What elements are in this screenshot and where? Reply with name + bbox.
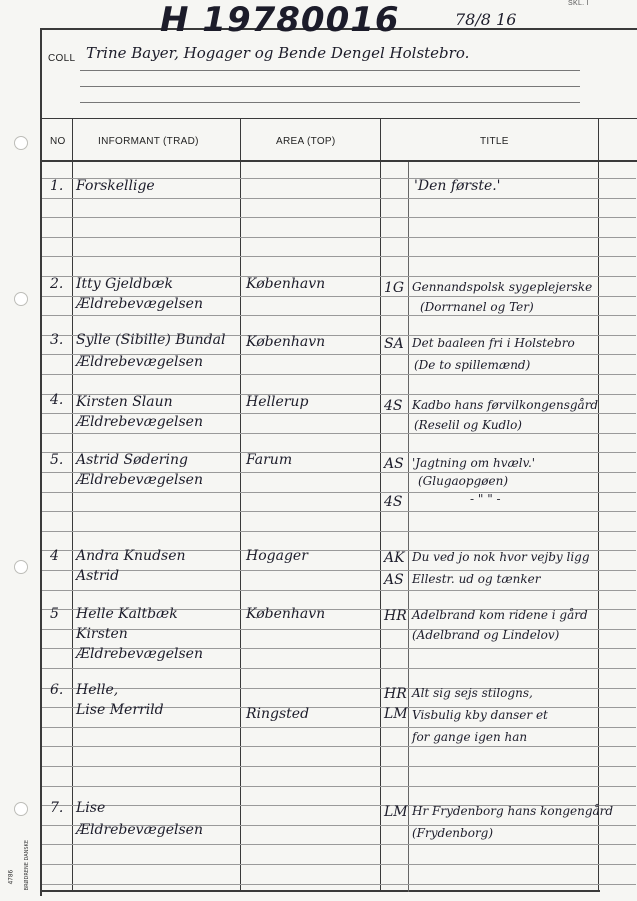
col-line-informant: [240, 119, 241, 892]
entry-title: Kadbo hans førvilkongensgård: [412, 398, 599, 412]
entry-title: Adelbrand kom ridene i gård: [412, 608, 588, 622]
ruled-line: [42, 590, 636, 591]
entry-title: (De to spillemænd): [414, 358, 531, 372]
entry-title: - " " -: [470, 492, 501, 506]
punch-hole: [14, 136, 28, 150]
col-line-right: [598, 119, 599, 892]
coll-rule: [80, 86, 580, 87]
col-line-area: [380, 119, 381, 892]
entry-no: 4.: [50, 392, 64, 408]
coll-value: Trine Bayer, Hogager og Bende Dengel Holstebro.: [86, 44, 470, 62]
entry-area: København: [246, 606, 326, 622]
entry-informant: Ældrebevægelsen: [76, 354, 203, 370]
record-date: 78/8 16: [455, 10, 517, 29]
entry-title: for gange igen han: [412, 730, 528, 744]
entry-title: Hr Frydenborg hans kongengård: [412, 804, 614, 818]
ruled-line: [42, 727, 636, 728]
entry-informant: Astrid: [76, 568, 120, 584]
entry-no: 7.: [50, 800, 64, 816]
punch-hole: [14, 802, 28, 816]
entry-informant: Ældrebevægelsen: [76, 296, 203, 312]
ruled-line: [42, 198, 636, 199]
entry-informant: Ældrebevægelsen: [76, 646, 203, 662]
entry-title: 'Den første.': [414, 178, 501, 194]
ruled-line: [42, 511, 636, 512]
entry-code: AS: [384, 456, 404, 472]
entry-title: Visbulig kby danser et: [412, 708, 548, 722]
entry-informant: Ældrebevægelsen: [76, 822, 203, 838]
ruled-line: [42, 433, 636, 434]
column-header-bottom: [40, 160, 637, 162]
ruled-line: [42, 746, 636, 747]
column-header-area: AREA (TOP): [276, 136, 336, 147]
entry-code: LM: [384, 706, 408, 722]
entry-code: HR: [384, 608, 407, 624]
entry-no: 3.: [50, 332, 64, 348]
entry-informant: Kirsten: [76, 626, 128, 642]
punch-hole: [14, 560, 28, 574]
entry-code: 4S: [384, 398, 403, 414]
ruled-line: [42, 492, 636, 493]
entry-title: 'Jagtning om hvælv.': [412, 456, 536, 470]
header-divider: [40, 118, 637, 119]
col-line-code: [408, 162, 409, 892]
entry-code: 4S: [384, 494, 403, 510]
entry-no: 1.: [50, 178, 64, 194]
publisher-side-mark: BRØDRENE DANSKE: [24, 840, 30, 891]
ruled-line: [42, 374, 636, 375]
ruled-line: [42, 844, 636, 845]
ruled-line: [42, 237, 636, 238]
entry-code: SA: [384, 336, 404, 352]
entry-informant: Ældrebevægelsen: [76, 472, 203, 488]
entry-no: 5.: [50, 452, 64, 468]
entry-title: (Dorrnanel og Ter): [420, 300, 534, 314]
entry-title: (Frydenborg): [412, 826, 494, 840]
entry-no: 6.: [50, 682, 64, 698]
coll-label: COLL: [48, 53, 76, 64]
corner-note: SKL. I: [568, 0, 589, 7]
entry-informant: Sylle (Sibille) Bundal: [76, 332, 226, 348]
column-header-no: NO: [50, 136, 66, 147]
entry-no: 5: [50, 606, 59, 622]
entry-code: LM: [384, 804, 408, 820]
entry-no: 4: [50, 548, 59, 564]
entry-title: Alt sig sejs stilogns,: [412, 686, 533, 700]
ruled-line: [42, 864, 636, 865]
entry-title: Du ved jo nok hvor vejby ligg: [412, 550, 590, 564]
entry-informant: Itty Gjeldbæk: [76, 276, 173, 292]
ruled-line: [42, 668, 636, 669]
entry-no: 2.: [50, 276, 64, 292]
entry-code: 1G: [384, 280, 405, 296]
entry-code: AK: [384, 550, 405, 566]
printer-mark: 4786: [8, 869, 15, 885]
entry-area: Hellerup: [246, 394, 309, 410]
ruled-line: [42, 217, 636, 218]
entry-informant: Helle Kaltbæk: [76, 606, 178, 622]
entry-title: (Glugaopgøen): [418, 474, 508, 488]
entry-informant: Forskellige: [76, 178, 155, 194]
entry-informant: Helle,: [76, 682, 119, 698]
coll-rule: [80, 70, 580, 71]
archive-number: H 19780016: [160, 0, 400, 40]
entry-informant: Lise Merrild: [76, 702, 164, 718]
ruled-line: [42, 766, 636, 767]
entry-code: AS: [384, 572, 404, 588]
ruled-line: [42, 531, 636, 532]
ruled-line: [42, 688, 636, 689]
entry-code: HR: [384, 686, 407, 702]
entry-area: Ringsted: [246, 706, 310, 722]
entry-title: (Adelbrand og Lindelov): [412, 628, 560, 642]
ruled-line: [42, 256, 636, 257]
entry-area: Hogager: [246, 548, 308, 564]
entry-area: København: [246, 334, 326, 350]
punch-hole: [14, 292, 28, 306]
ruled-line: [42, 570, 636, 571]
frame-bottom: [40, 890, 600, 892]
entry-title: Ellestr. ud og tænker: [412, 572, 541, 586]
entry-title: (Reselil og Kudlo): [414, 418, 522, 432]
column-header-title: TITLE: [480, 136, 509, 147]
entry-title: Det baaleen fri i Holstebro: [412, 336, 575, 350]
entry-area: København: [246, 276, 326, 292]
entry-area: Farum: [246, 452, 293, 468]
entry-informant: Kirsten Slaun: [76, 394, 173, 410]
entry-informant: Lise: [76, 800, 106, 816]
col-line-no: [72, 119, 73, 892]
column-header-informant: INFORMANT (TRAD): [98, 136, 199, 147]
entry-informant: Astrid Sødering: [76, 452, 188, 468]
entry-title: Gennandspolsk sygeplejerske: [412, 280, 593, 294]
ruled-line: [42, 786, 636, 787]
coll-rule: [80, 102, 580, 103]
ruled-line: [42, 884, 636, 885]
entry-informant: Andra Knudsen: [76, 548, 186, 564]
entry-informant: Ældrebevægelsen: [76, 414, 203, 430]
ruled-line: [42, 315, 636, 316]
